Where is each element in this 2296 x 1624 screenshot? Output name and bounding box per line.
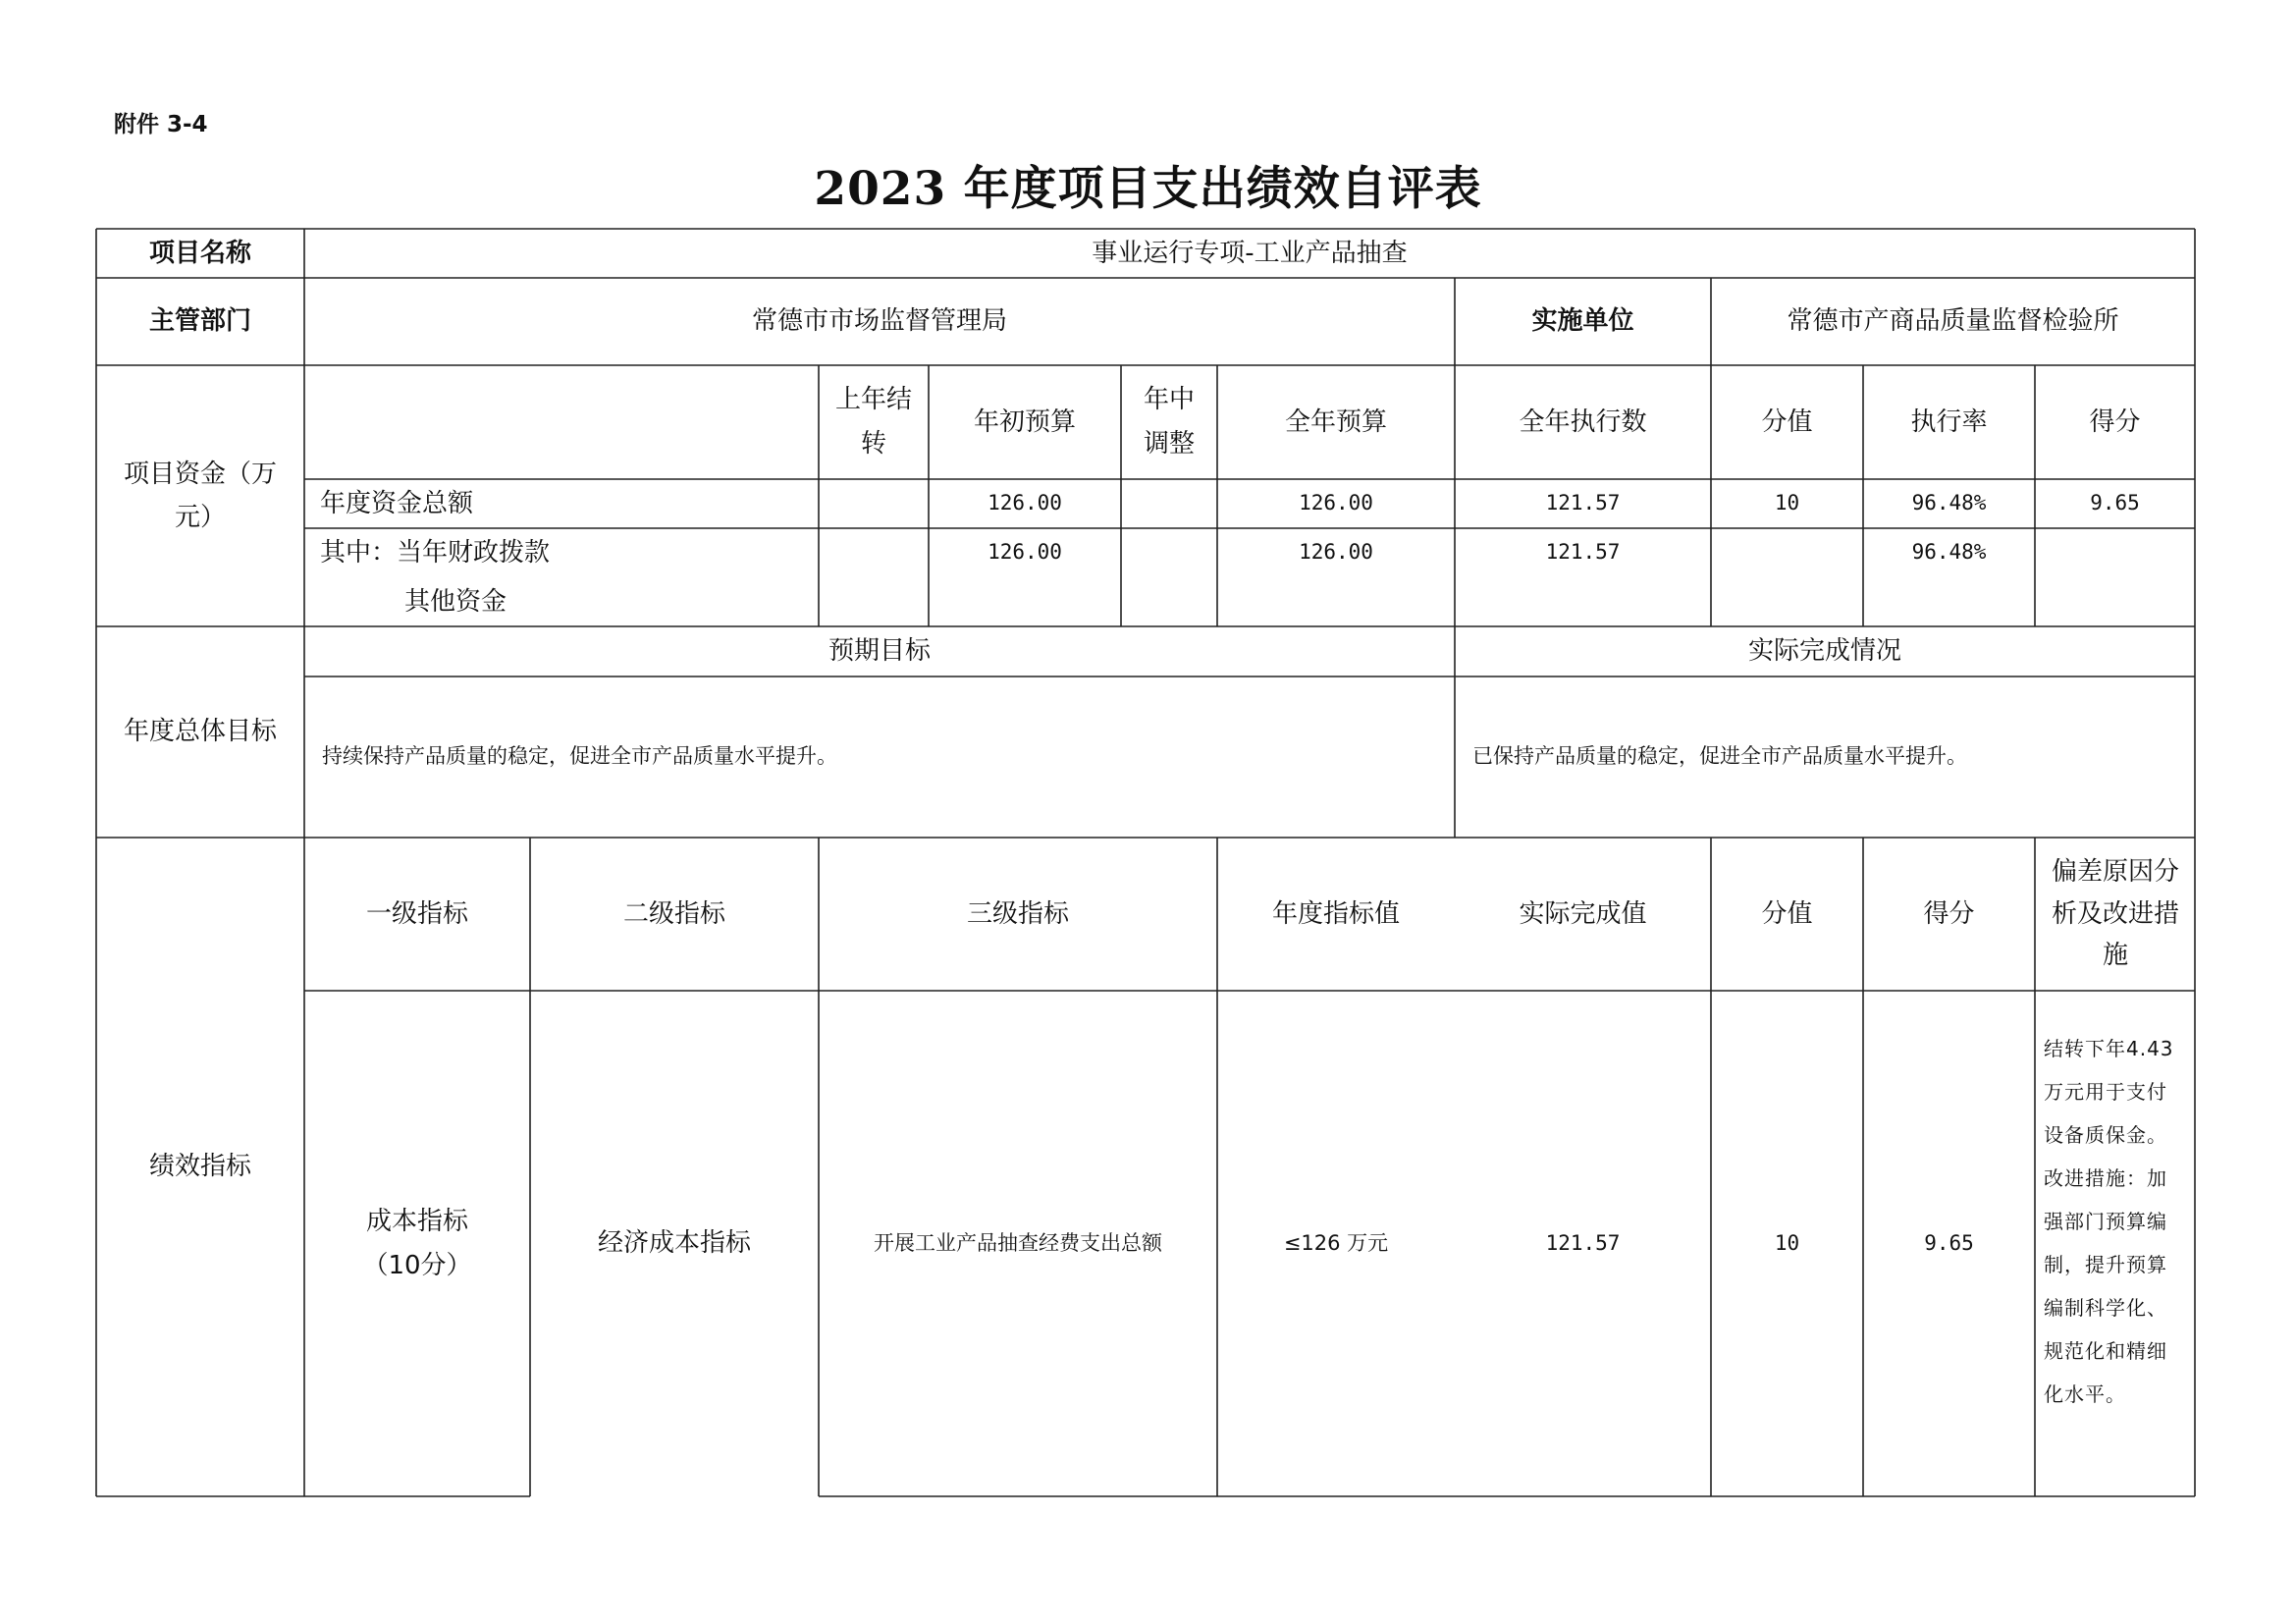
funds-row-weight [1711,577,1863,626]
dept-label: 主管部门 [148,306,251,337]
attachment-number: 附件 3-4 [114,112,208,137]
indicator-header-actual: 实际完成值 [1519,898,1647,929]
funds-row-score: 9.65 [2090,491,2140,515]
indicator-header-level1: 一级指标 [365,898,468,929]
dept-value: 常德市市场监督管理局 [751,306,1007,337]
funds-row-initial: 126.00 [988,491,1062,515]
impl-unit-label: 实施单位 [1531,306,1634,337]
indicator-actual: 121.57 [1545,1230,1621,1255]
indicator-analysis-text: 结转下年4.43万元用于支付设备质保金。改进措施：加强部门预算编制，提升预算编制科学化、规范化和精细化水平。 [2044,1037,2174,1406]
funds-row-full-year: 126.00 [1299,491,1373,515]
funds-label: 项目资金（万元） [123,459,277,532]
indicator-header-analysis: 偏差原因分析及改进措施 [2052,856,2180,971]
funds-row-score [2035,528,2195,577]
goal-expected-text: 持续保持产品质量的稳定，促进全市产品质量水平提升。 [322,744,837,769]
funds-row-executed: 121.57 [1545,491,1621,515]
goal-actual-text: 已保持产品质量的稳定，促进全市产品质量水平提升。 [1472,744,1967,769]
funds-header-midyear: 年中调整 [1143,384,1195,459]
funds-row-midyear [1121,577,1217,626]
funds-row-midyear [1121,528,1217,577]
funds-row-score [2035,577,2195,626]
funds-row-initial: 126.00 [988,540,1062,565]
funds-row-rate: 96.48% [1911,491,1987,515]
funds-row-label: 年度资金总额 [320,488,474,518]
funds-row-full-year [1217,577,1455,626]
indicator-level1-name: 成本指标 [365,1207,468,1237]
funds-row-executed [1455,577,1711,626]
indicator-header-level2: 二级指标 [622,898,725,929]
funds-row-weight [1711,528,1863,577]
indicator-weight: 10 [1774,1230,1800,1255]
indicator-target: ≤126 万元 [1283,1230,1389,1255]
impl-unit-value: 常德市产商品质量监督检验所 [1787,306,2119,337]
indicator-header-target: 年度指标值 [1271,898,1400,929]
funds-row-carryover [819,479,929,528]
funds-header-rate: 执行率 [1910,406,1988,437]
funds-row-label: 其中：当年财政拨款 [320,537,551,568]
funds-header-executed: 全年执行数 [1519,406,1647,437]
funds-header-full-year: 全年预算 [1284,406,1387,437]
indicator-level1 [304,991,530,1496]
funds-row-weight: 10 [1774,491,1800,515]
indicator-score: 9.65 [1924,1230,1974,1255]
indicator-level2: 经济成本指标 [597,1228,751,1259]
project-name-value: 事业运行专项-工业产品抽查 [1092,238,1408,268]
goal-expected-header: 预期目标 [828,636,931,667]
indicator-header-score: 得分 [1923,898,1975,929]
funds-row-full-year: 126.00 [1299,540,1373,565]
indicator-header-level3: 三级指标 [966,898,1069,929]
page-title: 2023 年度项目支出绩效自评表 [814,162,1482,216]
funds-row-label: 其他资金 [404,586,507,617]
funds-header-weight: 分值 [1761,406,1813,437]
funds-row-initial [929,577,1121,626]
funds-header-score: 得分 [2089,406,2141,437]
goal-actual-header: 实际完成情况 [1747,636,1901,667]
funds-row-midyear [1121,479,1217,528]
funds-row-carryover [819,577,929,626]
funds-header-initial: 年初预算 [973,406,1076,437]
funds-row-executed: 121.57 [1545,540,1621,565]
funds-row-rate: 96.48% [1911,540,1987,565]
funds-row-rate [1863,577,2035,626]
indicator-level3: 开展工业产品抽查经费支出总额 [874,1230,1162,1255]
indicators-label: 绩效指标 [148,1152,251,1182]
goal-label: 年度总体目标 [123,717,277,747]
funds-header-carryover: 上年结转 [834,384,912,459]
indicator-header-weight: 分值 [1761,898,1813,929]
project-name-label: 项目名称 [148,238,251,268]
indicator-level1-points: （10分） [362,1250,472,1280]
funds-row-carryover [819,528,929,577]
